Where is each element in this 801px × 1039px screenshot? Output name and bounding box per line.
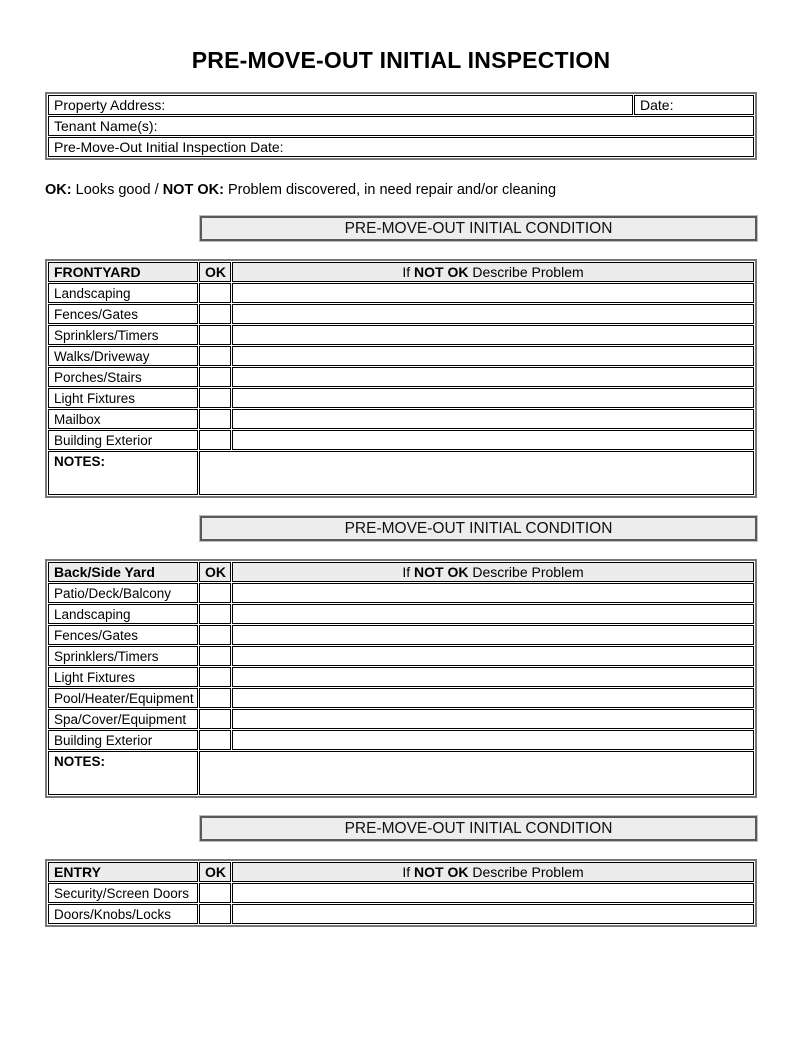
item-label: Security/Screen Doors (48, 883, 198, 903)
describe-column-header (232, 862, 754, 882)
date-field[interactable] (634, 95, 754, 115)
item-label: Porches/Stairs (48, 367, 198, 387)
item-label: Sprinklers/Timers (48, 325, 198, 345)
category-header: FRONTYARD (48, 262, 198, 282)
ok-cell[interactable] (199, 730, 231, 750)
ok-cell[interactable] (199, 325, 231, 345)
table-row (48, 904, 754, 924)
table-row (48, 583, 754, 603)
legend-ok-label: OK: (45, 182, 72, 198)
category-header: Back/Side Yard (48, 562, 198, 582)
tenant-name-field[interactable] (48, 116, 754, 136)
problem-cell[interactable] (232, 388, 754, 408)
item-label: Landscaping (48, 283, 198, 303)
ok-cell[interactable] (199, 283, 231, 303)
legend-notok-label: NOT OK: (162, 182, 224, 198)
describe-bold: NOT OK (414, 864, 469, 880)
problem-cell[interactable] (232, 430, 754, 450)
ok-cell[interactable] (199, 625, 231, 645)
table-row (48, 409, 754, 429)
notes-area[interactable] (199, 451, 754, 495)
ok-cell[interactable] (199, 688, 231, 708)
backyard-table (45, 559, 757, 798)
problem-cell[interactable] (232, 730, 754, 750)
problem-cell[interactable] (232, 709, 754, 729)
table-row (48, 283, 754, 303)
problem-cell[interactable] (232, 883, 754, 903)
problem-cell[interactable] (232, 904, 754, 924)
describe-bold: NOT OK (414, 264, 469, 280)
describe-column-header (232, 562, 754, 582)
problem-cell[interactable] (232, 325, 754, 345)
problem-cell[interactable] (232, 646, 754, 666)
table-row (48, 646, 754, 666)
ok-cell[interactable] (199, 604, 231, 624)
notes-row (48, 451, 754, 495)
problem-cell[interactable] (232, 688, 754, 708)
ok-cell[interactable] (199, 883, 231, 903)
ok-column-header: OK (199, 262, 231, 282)
notes-label: NOTES: (48, 751, 198, 795)
legend-line (45, 182, 757, 198)
ok-cell[interactable] (199, 646, 231, 666)
describe-suffix: Describe Problem (472, 864, 584, 880)
ok-column-header: OK (199, 862, 231, 882)
table-header-row (48, 862, 754, 882)
item-label: Building Exterior (48, 730, 198, 750)
section-banner: PRE-MOVE-OUT INITIAL CONDITION (200, 216, 757, 241)
page-title: PRE-MOVE-OUT INITIAL INSPECTION (191, 47, 611, 73)
ok-cell[interactable] (199, 667, 231, 687)
notes-area[interactable] (199, 751, 754, 795)
ok-cell[interactable] (199, 388, 231, 408)
table-row (48, 116, 754, 136)
table-row (48, 667, 754, 687)
table-row (48, 137, 754, 157)
item-label: Light Fixtures (48, 667, 198, 687)
table-header-row (48, 562, 754, 582)
ok-cell[interactable] (199, 583, 231, 603)
describe-prefix: If (402, 864, 411, 880)
problem-cell[interactable] (232, 283, 754, 303)
item-label: Walks/Driveway (48, 346, 198, 366)
item-label: Sprinklers/Timers (48, 646, 198, 666)
section-banner: PRE-MOVE-OUT INITIAL CONDITION (200, 816, 757, 841)
problem-cell[interactable] (232, 346, 754, 366)
tenant-name-label: Tenant Name(s): (54, 118, 158, 134)
problem-cell[interactable] (232, 583, 754, 603)
table-row (48, 388, 754, 408)
table-row (48, 625, 754, 645)
section-banner: PRE-MOVE-OUT INITIAL CONDITION (200, 516, 757, 541)
info-table (45, 92, 757, 160)
date-label: Date: (640, 97, 674, 113)
problem-cell[interactable] (232, 409, 754, 429)
item-label: Spa/Cover/Equipment (48, 709, 198, 729)
ok-cell[interactable] (199, 904, 231, 924)
category-header: ENTRY (48, 862, 198, 882)
item-label: Building Exterior (48, 430, 198, 450)
describe-suffix: Describe Problem (472, 564, 584, 580)
item-label: Light Fixtures (48, 388, 198, 408)
table-row (48, 325, 754, 345)
inspection-date-field[interactable] (48, 137, 754, 157)
notes-label: NOTES: (48, 451, 198, 495)
problem-cell[interactable] (232, 667, 754, 687)
item-label: Landscaping (48, 604, 198, 624)
table-row (48, 95, 754, 115)
table-row (48, 346, 754, 366)
frontyard-table (45, 259, 757, 498)
item-label: Pool/Heater/Equipment (48, 688, 198, 708)
ok-column-header: OK (199, 562, 231, 582)
inspection-date-label: Pre-Move-Out Initial Inspection Date: (54, 139, 284, 155)
item-label: Doors/Knobs/Locks (48, 904, 198, 924)
entry-table (45, 859, 757, 927)
legend-ok-desc: Looks good / (75, 182, 159, 198)
table-row (48, 604, 754, 624)
describe-prefix: If (402, 264, 411, 280)
item-label: Fences/Gates (48, 625, 198, 645)
table-row (48, 367, 754, 387)
ok-cell[interactable] (199, 304, 231, 324)
describe-suffix: Describe Problem (472, 264, 584, 280)
problem-cell[interactable] (232, 304, 754, 324)
item-label: Mailbox (48, 409, 198, 429)
describe-prefix: If (402, 564, 411, 580)
ok-cell[interactable] (199, 346, 231, 366)
table-row (48, 709, 754, 729)
problem-cell[interactable] (232, 367, 754, 387)
ok-cell[interactable] (199, 709, 231, 729)
table-header-row (48, 262, 754, 282)
item-label: Patio/Deck/Balcony (48, 583, 198, 603)
ok-cell[interactable] (199, 409, 231, 429)
describe-column-header (232, 262, 754, 282)
legend-notok-desc: Problem discovered, in need repair and/or cleaning (227, 182, 557, 198)
notes-row (48, 751, 754, 795)
problem-cell[interactable] (232, 604, 754, 624)
ok-cell[interactable] (199, 367, 231, 387)
property-address-label: Property Address: (54, 97, 166, 113)
table-row (48, 883, 754, 903)
table-row (48, 688, 754, 708)
problem-cell[interactable] (232, 625, 754, 645)
table-row (48, 730, 754, 750)
describe-bold: NOT OK (414, 564, 469, 580)
property-address-field[interactable] (48, 95, 633, 115)
ok-cell[interactable] (199, 430, 231, 450)
item-label: Fences/Gates (48, 304, 198, 324)
table-row (48, 304, 754, 324)
table-row (48, 430, 754, 450)
